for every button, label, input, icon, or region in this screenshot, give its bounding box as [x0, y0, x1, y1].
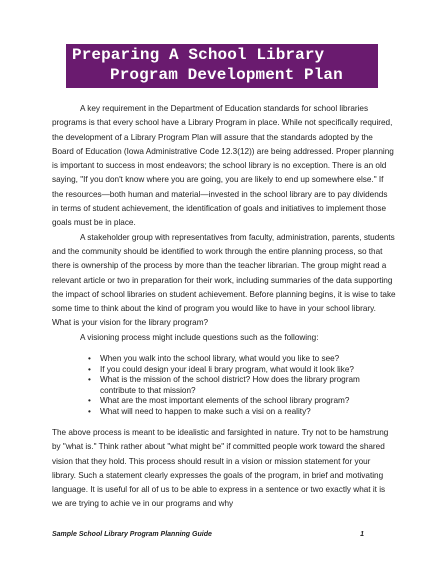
paragraph-stakeholders: A stakeholder group with representatives from faculty, administration, parents, students and the community should be identified to work through the entire planning process, so that there is ownership of the process by more than the teacher librarian. The group might read a relevant article or two in preparation for their work, including summaries of the data supporting the impact of school libraries on student achievement. Before planning begins, it is wise to take some time to think about the kind of program you would like to have in your school library. What is your vision for the library program?	[52, 232, 396, 328]
paragraph-intro: A key requirement in the Department of Education standards for school libraries programs is that every school have a Library Program in place. While not specifically required, the development of a Library Program Plan will assure that the standards adopted by the Board of Education (Iowa Administrative Code 12.3(12)) are being addressed. Proper planning is important to success in most endeavors; the school library is no exception. There is an old saying, "If you don't know where you are going, you are likely to end up somewhere else." If the resources—both human and material—invested in the school library are to pay dividends in terms of student achievement, the identification of goals and initiatives to implement those goals must be in place.	[52, 104, 394, 228]
title-banner	[66, 44, 378, 88]
page-number: 1	[360, 531, 364, 538]
list-item	[88, 396, 398, 407]
bullet-icon: •	[88, 375, 91, 385]
list-item-text: What are the most important elements of the school library program?	[100, 396, 350, 406]
body-section-1	[52, 102, 396, 345]
bullet-icon: •	[88, 354, 91, 363]
footer-title: Sample School Library Program Planning Guide	[52, 531, 212, 538]
list-item	[88, 354, 398, 365]
bullet-icon: •	[88, 406, 91, 416]
bullet-icon: •	[88, 396, 91, 406]
paragraph-mission: The above process is meant to be idealistic and farsighted in nature. Try not to be hamstrung by "what is." Think rather about "what might be" if committed people work toward the shared vision that they hold. This process should result in a vision or mission statement for your library. Such a statement clearly expresses the goals of the program, in brief and motivating language. It is useful for all of us to be able to express in a sentence or two exactly what it is we are trying to achie ve in our programs and why	[52, 428, 389, 509]
paragraph-visioning: A visioning process might include questions such as the following:	[80, 332, 319, 342]
list-item-text: What is the mission of the school district? How does the library program contribute to that mission?	[100, 375, 360, 395]
list-item	[88, 407, 398, 418]
title-line-1: Preparing A School Library	[72, 46, 325, 64]
list-item	[88, 375, 398, 396]
list-item	[88, 365, 398, 376]
body-section-2	[52, 426, 396, 512]
list-item-text: What will need to happen to make such a visi on a reality?	[100, 406, 311, 416]
title-line-2: Program Development Plan	[110, 66, 343, 84]
list-item-text: If you could design your ideal li brary program, what would it look like?	[100, 364, 354, 374]
bullet-icon: •	[88, 364, 91, 374]
vision-questions-list	[88, 354, 398, 418]
page-footer	[52, 531, 364, 538]
list-item-text: When you walk into the school library, what would you like to see?	[100, 354, 340, 363]
